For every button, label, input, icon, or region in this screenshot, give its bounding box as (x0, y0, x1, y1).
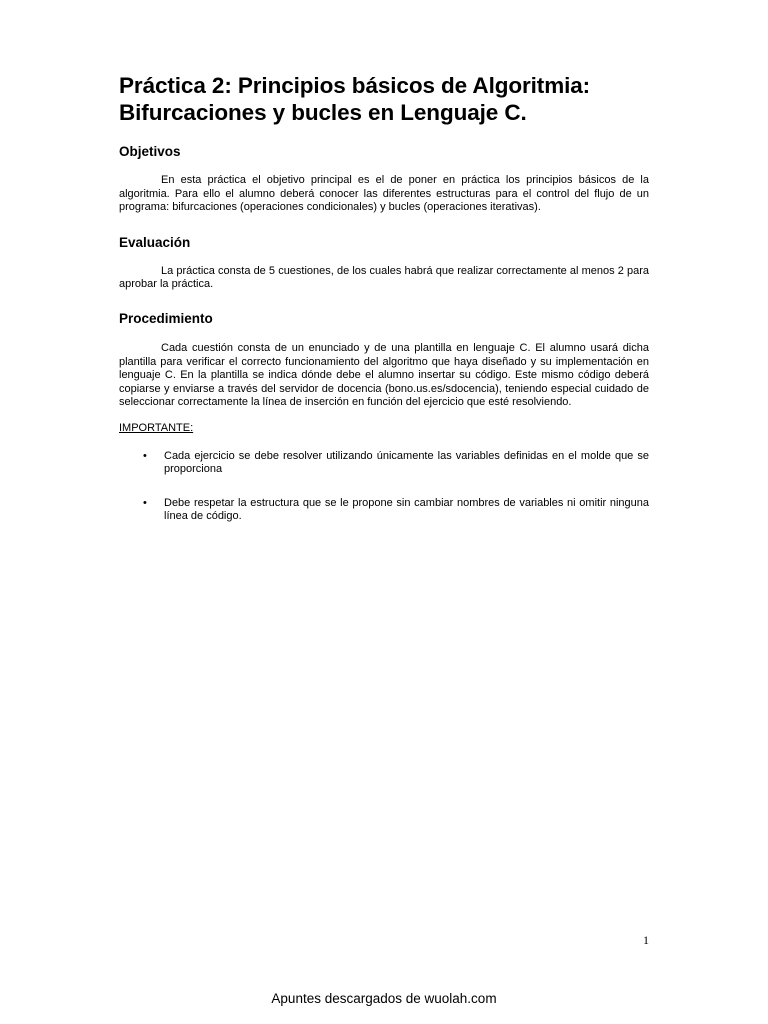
heading-objetivos: Objetivos (119, 144, 181, 159)
paragraph-objetivos: En esta práctica el objetivo principal es el de poner en práctica los principios básicos de la algoritmia. Para ello el alumno deberá conocer las diferentes estructuras para el control del flujo de un programa: bifurcaciones (operaciones condicionales) y bucles (operaciones iterativas). (119, 174, 649, 214)
list-item (119, 450, 649, 477)
paragraph-evaluacion: La práctica consta de 5 cuestiones, de los cuales habrá que realizar correctamente al menos 2 para aprobar la práctica. (119, 264, 649, 291)
list-item-text: Debe respetar la estructura que se le propone sin cambiar nombres de variables ni omitir ninguna línea de código. (164, 496, 649, 523)
title-line-2: Bifurcaciones y bucles en Lenguaje C. (119, 100, 527, 125)
document-page (119, 72, 649, 524)
footer-text: Apuntes descargados de wuolah.com (271, 991, 497, 1006)
heading-evaluacion: Evaluación (119, 234, 191, 250)
important-label: IMPORTANTE: (119, 421, 194, 434)
document-title (119, 72, 649, 126)
page-number: 1 (643, 933, 649, 947)
paragraph-procedimiento: Cada cuestión consta de un enunciado y de una plantilla en lenguaje C. El alumno usará dicha plantilla para verificar el correcto funcionamiento del algoritmo que haya diseñado y su implementación en lenguaje C. En la plantilla se indica dónde debe el alumno insertar su código. Este mismo código deberá copiarse y enviarse a través del servidor de docencia (bono.us.es/sdocencia), teniendo especial cuidado de seleccionar correctamente la línea de inserción en función del ejercicio que esté resolviendo. (119, 341, 649, 409)
list-item (119, 497, 649, 524)
heading-procedimiento: Procedimiento (119, 310, 213, 326)
important-list (119, 450, 649, 524)
title-line-1: Práctica 2: Principios básicos de Algoritmia: (119, 73, 591, 98)
list-item-text: Cada ejercicio se debe resolver utilizando únicamente las variables definidas en el molde que se proporciona (164, 449, 649, 476)
bullet-icon: • (143, 449, 147, 462)
bullet-icon: • (143, 496, 147, 509)
